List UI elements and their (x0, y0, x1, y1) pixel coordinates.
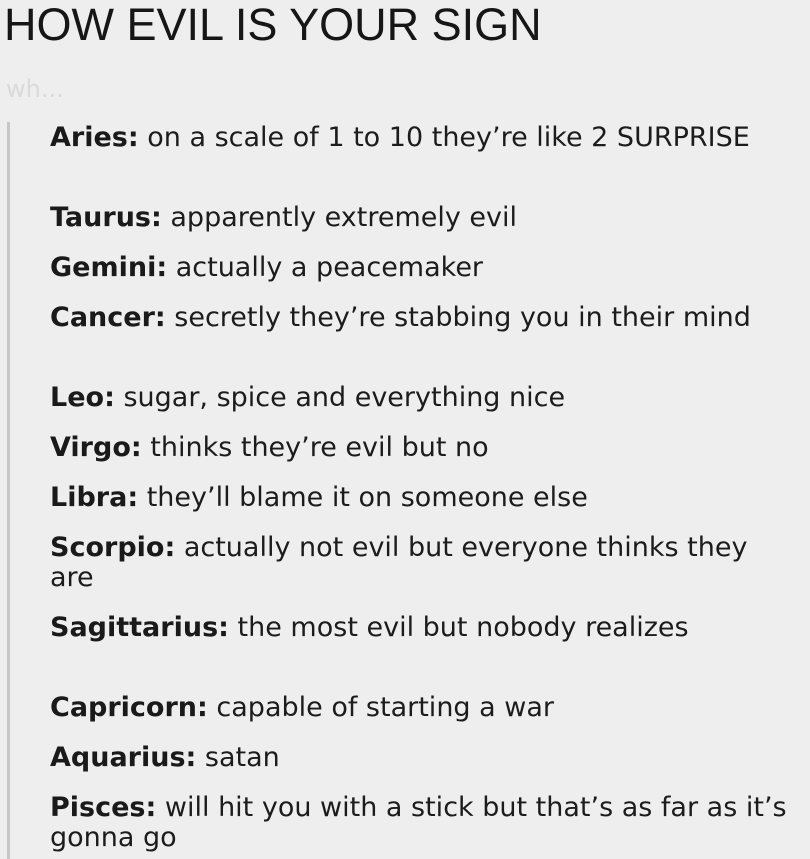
list-item-libra (50, 483, 790, 513)
faded-caption: wh... (6, 75, 64, 103)
list-item-leo (50, 383, 790, 413)
sign-description: satan (196, 742, 280, 773)
sign-name: Cancer: (50, 302, 166, 333)
sign-description: actually a peacemaker (167, 252, 484, 283)
sign-name: Aries: (50, 122, 139, 153)
sign-description: apparently extremely evil (161, 202, 518, 233)
list-item-sagittarius (50, 613, 790, 673)
list-item-taurus (50, 203, 790, 233)
list-item-aquarius (50, 743, 790, 773)
sign-list (50, 123, 790, 853)
list-item-virgo (50, 433, 790, 463)
sign-description: they’ll blame it on someone else (138, 482, 588, 513)
sign-name: Gemini: (50, 252, 168, 283)
sign-description: the most evil but nobody realizes (228, 612, 689, 643)
list-item-capricorn (50, 693, 790, 723)
sign-name: Sagittarius: (50, 612, 229, 643)
list-item-cancer (50, 303, 790, 363)
quote-bar (7, 122, 10, 859)
list-item-gemini (50, 253, 790, 283)
sign-description: capable of starting a war (207, 692, 555, 723)
sign-description: on a scale of 1 to 10 they’re like 2 SURPRISE (138, 122, 750, 153)
sign-name: Leo: (50, 382, 115, 413)
list-item-pisces (50, 793, 790, 853)
sign-description: sugar, spice and everything nice (114, 382, 566, 413)
sign-description: thinks they’re evil but no (141, 432, 489, 463)
sign-name: Libra: (50, 482, 139, 513)
sign-name: Virgo: (50, 432, 142, 463)
sign-name: Scorpio: (50, 532, 176, 563)
page-title: HOW EVIL IS YOUR SIGN (4, 0, 542, 50)
sign-description: actually not evil but everyone thinks they are (50, 532, 748, 593)
sign-name: Pisces: (50, 792, 157, 823)
list-item-scorpio (50, 533, 790, 593)
sign-description: will hit you with a stick but that’s as far as it’s gonna go (50, 792, 787, 853)
sign-description: secretly they’re stabbing you in their mind (165, 302, 751, 333)
sign-name: Taurus: (50, 202, 162, 233)
list-item-aries (50, 123, 790, 183)
sign-name: Aquarius: (50, 742, 197, 773)
sign-name: Capricorn: (50, 692, 208, 723)
